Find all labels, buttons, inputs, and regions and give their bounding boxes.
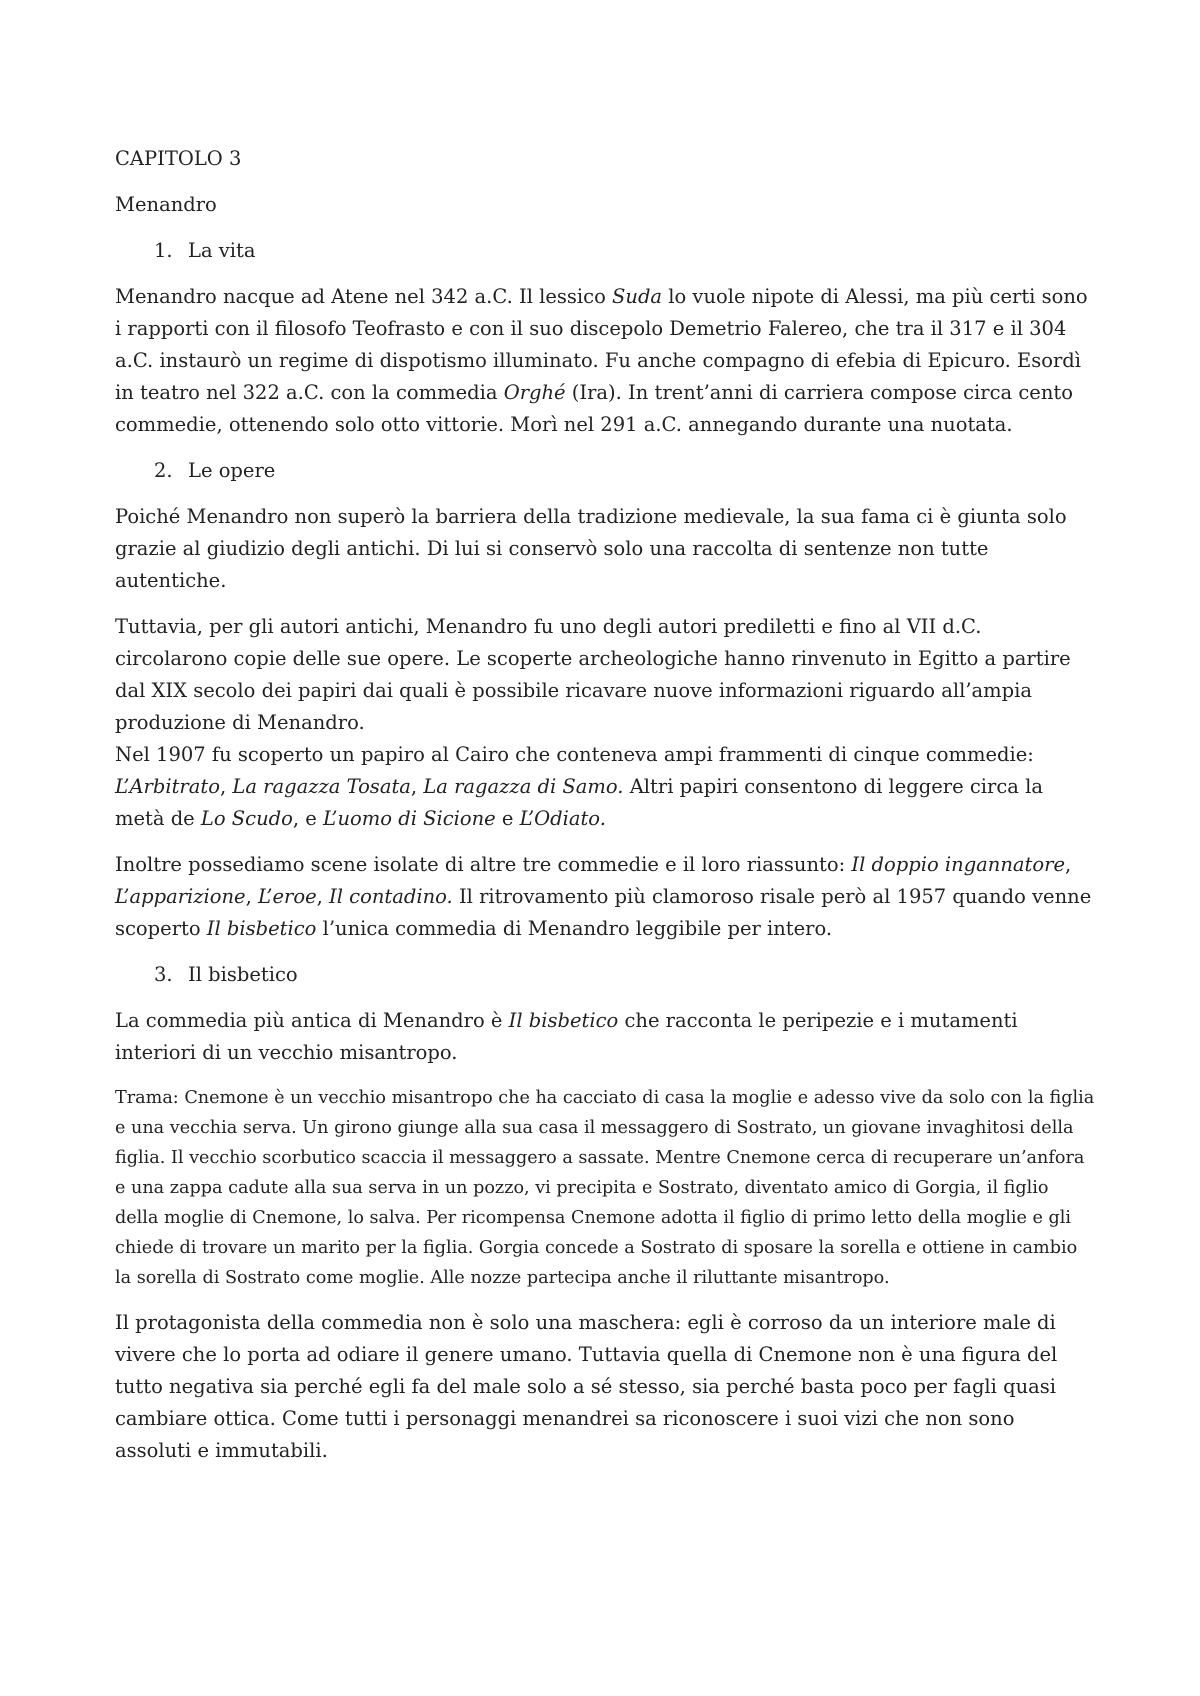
text-run: La commedia più antica di Menandro è	[115, 1009, 509, 1032]
italic-title: Il bisbetico	[508, 1009, 619, 1032]
text-run: l’unica commedia di Menandro leggibile per intero.	[316, 917, 833, 940]
paragraph-trama: Trama: Cnemone è un vecchio misantropo che ha cacciato di casa la moglie e adesso vive da solo con la figlia e una vecchia serva. Un girono giunge alla sua casa il messaggero di Sostrato, un giovane invaghitosi della figlia. Il vecchio scorbutico scaccia il messaggero a sassate. Mentre Cnemone cerca di recuperare un’anfora e una zappa cadute alla sua serva in un pozzo, vi precipita e Sostrato, diventato amico di Gorgia, il figlio della moglie di Cnemone, lo salva. Per ricompensa Cnemone adotta il figlio di primo letto della moglie e gli chiede di trovare un marito per la figlia. Gorgia concede a Sostrato di sposare la sorella e ottiene in cambio la sorella di Sostrato come moglie. Alle nozze partecipa anche il riluttante misantropo.	[115, 1088, 1095, 1288]
italic-title: Orghé	[503, 381, 566, 404]
text-run: Inoltre possediamo scene isolate di altre tre commedie e il loro riassunto:	[115, 853, 852, 876]
italic-title: L’apparizione	[115, 885, 246, 908]
paragraph-opere-4	[115, 849, 1095, 945]
italic-title: L’eroe	[258, 885, 317, 908]
text-run: ,	[219, 775, 233, 798]
paragraph-vita	[115, 281, 1095, 441]
italic-title: Il contadino.	[329, 885, 453, 908]
section-number: 1.	[154, 239, 173, 262]
section-heading-bisbetico	[115, 959, 1095, 991]
italic-title: L’uomo di Sicione	[323, 807, 496, 830]
chapter-label: CAPITOLO 3	[115, 147, 242, 170]
text-run: Il ritrovamento più clamoroso risale però al 1957 quando venne scoperto	[115, 885, 1092, 940]
italic-title: Il doppio ingannatore	[851, 853, 1065, 876]
text-run: ,	[1065, 853, 1072, 876]
chapter-title: Menandro	[115, 193, 217, 216]
text-run: ,	[410, 775, 424, 798]
document-page	[115, 143, 1095, 1481]
italic-title: Suda	[612, 285, 663, 308]
text-run: , e	[292, 807, 324, 830]
text-run: (Ira). In trent’anni di carriera compose circa cento commedie, ottenendo solo otto vittorie. Morì nel 291 a.C. annegando durante una nuotata.	[115, 381, 1073, 436]
italic-title: Lo Scudo	[200, 807, 293, 830]
text-run: Altri papiri consentono di leggere circa la metà de	[115, 775, 1043, 830]
paragraph-opere-1: Poiché Menandro non superò la barriera della tradizione medievale, la sua fama ci è giunta solo grazie al giudizio degli antichi. Di lui si conservò solo una raccolta di sentenze non tutte autentiche.	[115, 505, 1067, 592]
italic-title: L’Odiato.	[519, 807, 606, 830]
section-title: La vita	[188, 239, 256, 262]
text-run: ,	[316, 885, 330, 908]
italic-title: Il bisbetico	[206, 917, 317, 940]
paragraph-bisbetico-3: Il protagonista della commedia non è solo una maschera: egli è corroso da un interiore male di vivere che lo porta ad odiare il genere umano. Tuttavia quella di Cnemone non è una figura del tutto negativa sia perché egli fa del male solo a sé stesso, sia perché basta poco per fagli quasi cambiare ottica. Come tutti i personaggi menandrei sa riconoscere i suoi vizi che non sono assoluti e immutabili.	[115, 1311, 1058, 1462]
text-run: che racconta le peripezie e i mutamenti interiori di un vecchio misantropo.	[115, 1009, 1018, 1064]
text-run: ,	[245, 885, 259, 908]
section-heading-opere	[115, 455, 1095, 487]
section-heading-vita	[115, 235, 1095, 267]
italic-title: La ragazza Tosata	[232, 775, 411, 798]
section-number: 2.	[154, 459, 173, 482]
italic-title: L’Arbitrato	[115, 775, 220, 798]
paragraph-bisbetico-1	[115, 1005, 1095, 1069]
paragraph-opere-2: Tuttavia, per gli autori antichi, Menandro fu uno degli autori prediletti e fino al VII d.C. circolarono copie delle sue opere. Le scoperte archeologiche hanno rinvenuto in Egitto a partire dal XIX secolo dei papiri dai quali è possibile ricavare nuove informazioni riguardo all’ampia produzione di Menandro.	[115, 615, 1071, 734]
paragraph-opere-3	[115, 739, 1095, 835]
section-title: Le opere	[188, 459, 276, 482]
italic-title: La ragazza di Samo.	[423, 775, 624, 798]
section-title: Il bisbetico	[188, 963, 298, 986]
text-run: lo vuole nipote di Alessi, ma più certi sono i rapporti con il filosofo Teofrasto e con il suo discepolo Demetrio Falereo, che tra il 317 e il 304 a.C. instaurò un regime di dispotismo illuminato. Fu anche compagno di efebia di Epicuro. Esordì in teatro nel 322 a.C. con la commedia	[115, 285, 1088, 404]
text-run: e	[495, 807, 520, 830]
text-run: Nel 1907 fu scoperto un papiro al Cairo che conteneva ampi frammenti di cinque commedie:	[115, 743, 1034, 766]
text-run: Menandro nacque ad Atene nel 342 a.C. Il lessico	[115, 285, 613, 308]
section-number: 3.	[154, 963, 173, 986]
